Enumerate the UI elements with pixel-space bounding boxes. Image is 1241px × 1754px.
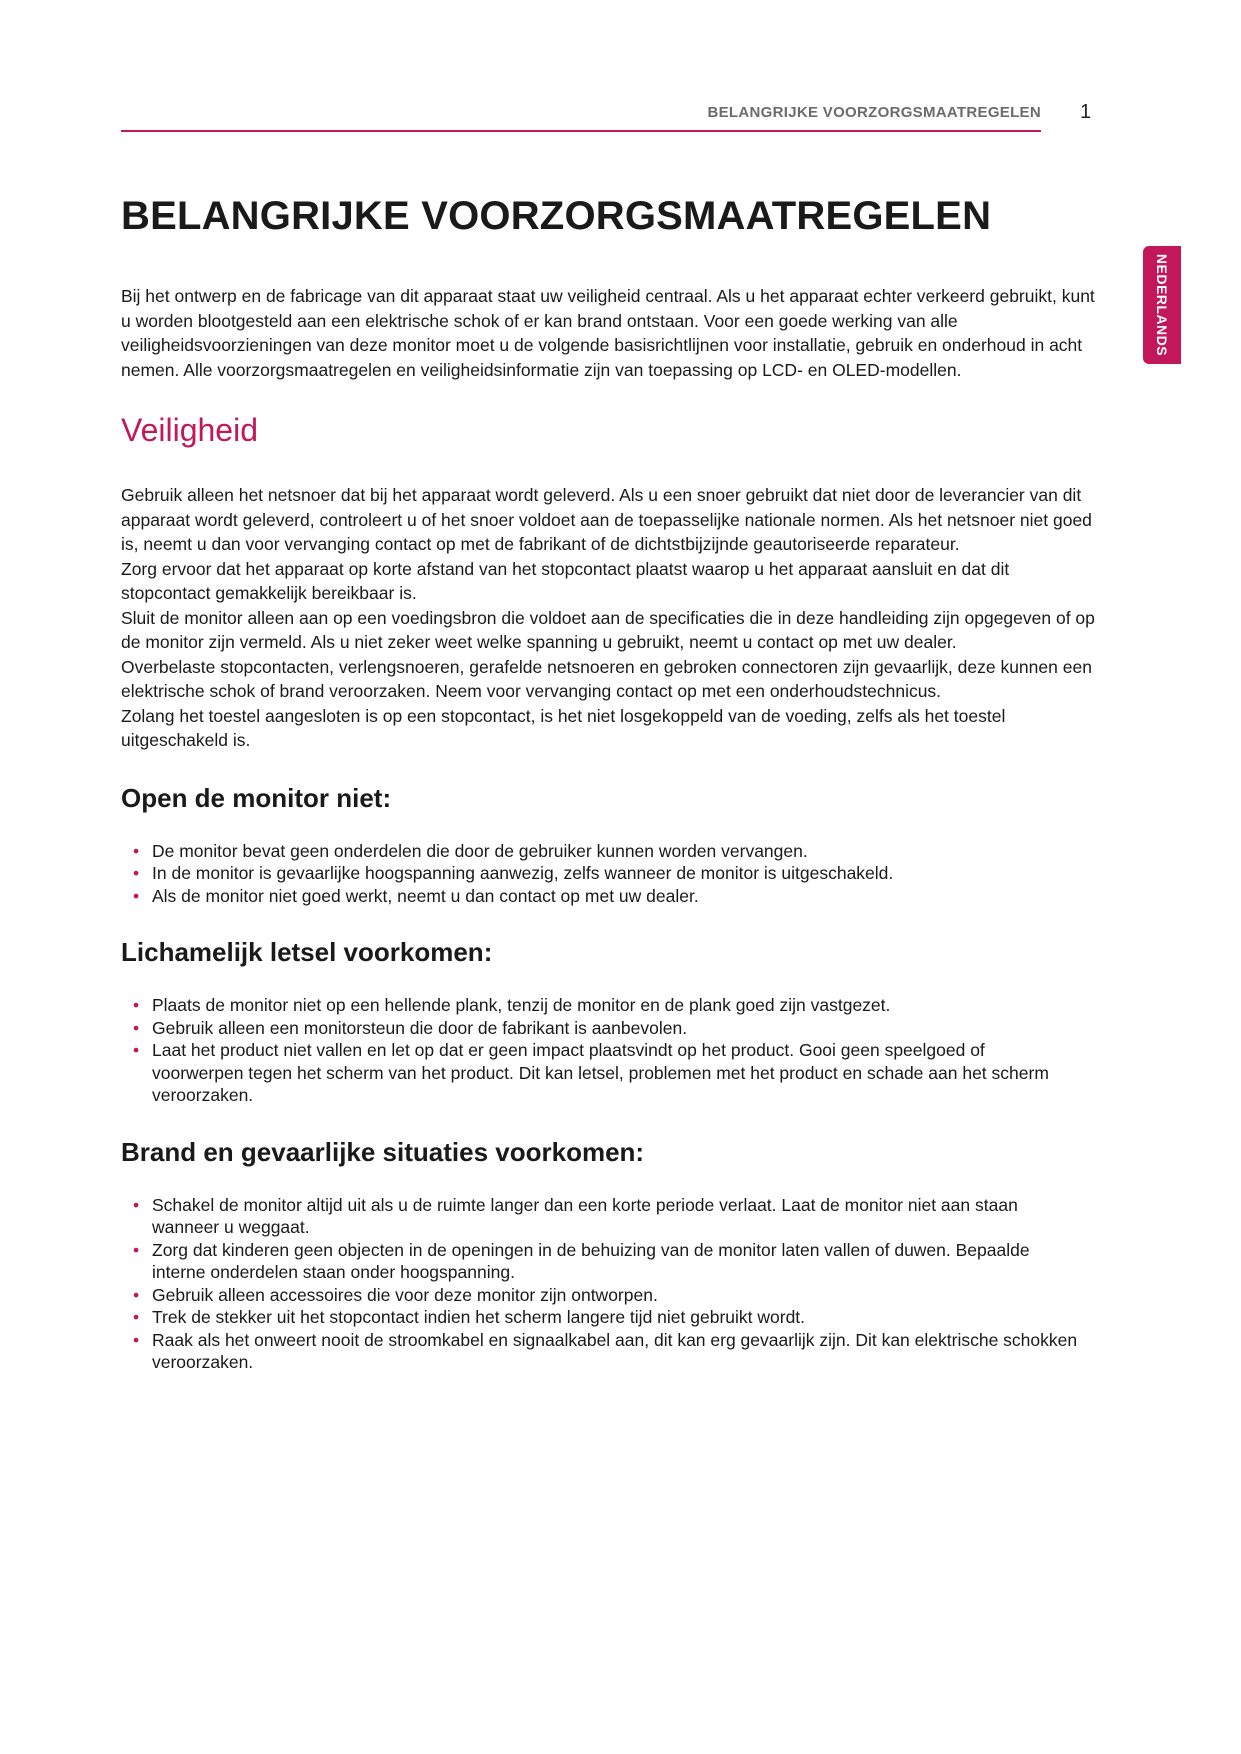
list-item-text: Gebruik alleen een monitorsteun die door de fabrikant is aanbevolen. — [152, 1017, 688, 1038]
bullet-icon: • — [133, 1017, 140, 1038]
list-item — [121, 1039, 1081, 1107]
bullet-icon: • — [133, 1307, 140, 1327]
bullet-icon: • — [133, 1040, 140, 1060]
safety-paragraph: Sluit de monitor alleen aan op een voedingsbron die voldoet aan de specificaties die in deze handleiding zijn opgegeven of op de monitor zijn vermeld. Als u niet zeker weet welke spanning u gebruikt, neemt u contact op met uw dealer. — [121, 607, 1095, 652]
list-item — [121, 1194, 1081, 1239]
list-item-text: De monitor bevat geen onderdelen die door de gebruiker kunnen worden vervangen. — [152, 840, 808, 861]
list-item-text: Zorg dat kinderen geen objecten in de openingen in de behuizing van de monitor laten vallen of duwen. Bepaalde interne onderdelen staan onder hoogspanning. — [152, 1239, 1030, 1282]
bullet-icon: • — [133, 1194, 140, 1215]
safety-paragraph: Overbelaste stopcontacten, verlengsnoeren, gerafelde netsnoeren en gebroken connectoren zijn gevaarlijk, deze kunnen een elektrische schok of brand veroorzaken. Neem voor vervanging contact op met een onderhoudstechnicus. — [121, 656, 1092, 701]
safety-paragraph: Gebruik alleen het netsnoer dat bij het apparaat wordt geleverd. Als u een snoer gebruikt dat niet door de leverancier van dit apparaat wordt geleverd, controleert u of het snoer voldoet aan de toepasselijke nationale normen. Als het netsnoer niet goed is, neemt u dan voor vervanging contact op met de fabrikant of de dichtstbijzijnde geautoriseerde reparateur. — [121, 485, 1092, 554]
page-title: BELANGRIJKE VOORZORGSMAATREGELEN — [121, 194, 992, 238]
bullet-icon: • — [133, 840, 140, 861]
list-item-text: Gebruik alleen accessoires die voor deze monitor zijn ontworpen. — [152, 1284, 658, 1305]
bullet-icon: • — [133, 1239, 140, 1260]
section-heading-open-monitor: Open de monitor niet: — [121, 782, 392, 813]
list-item-text: Schakel de monitor altijd uit als u de ruimte langer dan een korte periode verlaat. Laat de monitor niet aan staan wanneer u weggaat. — [152, 1194, 1018, 1237]
bullet-list-open-monitor — [121, 840, 1081, 908]
language-tab-label: NEDERLANDS — [1154, 253, 1170, 357]
bullet-icon: • — [133, 863, 140, 883]
list-item — [121, 1017, 1081, 1040]
page-content — [121, 194, 1101, 1374]
list-item — [121, 1239, 1081, 1284]
safety-heading: Veiligheid — [121, 412, 258, 448]
list-item — [121, 994, 1081, 1017]
language-tab — [1143, 246, 1181, 364]
bullet-list-injury — [121, 994, 1081, 1107]
section-heading-injury: Lichamelijk letsel voorkomen: — [121, 937, 493, 967]
list-item-text: Trek de stekker uit het stopcontact indien het scherm langere tijd niet gebruikt wordt. — [152, 1307, 806, 1327]
list-item-text: Laat het product niet vallen en let op dat er geen impact plaatsvindt op het product. Gooi geen speelgoed of voorwerpen tegen het scherm van het product. Dit kan letsel, problemen met het product en schade aan het scherm veroorzaken. — [152, 1040, 1049, 1105]
list-item — [121, 885, 1081, 908]
bullet-list-fire — [121, 1194, 1081, 1374]
list-item — [121, 1329, 1081, 1374]
list-item-text: In de monitor is gevaarlijke hoogspanning aanwezig, zelfs wanneer de monitor is uitgeschakeld. — [152, 863, 894, 883]
safety-paragraph: Zolang het toestel aangesloten is op een stopcontact, is het niet losgekoppeld van de voeding, zelfs als het toestel uitgeschakeld is. — [121, 705, 1006, 750]
bullet-icon: • — [133, 1329, 140, 1350]
safety-paragraph: Zorg ervoor dat het apparaat op korte afstand van het stopcontact plaatst waarop u het apparaat aansluit en dat dit stopcontact gemakkelijk bereikbaar is. — [121, 558, 1010, 603]
bullet-icon: • — [133, 995, 140, 1015]
list-item-text: Raak als het onweert nooit de stroomkabel en signaalkabel aan, dit kan erg gevaarlijk zijn. Dit kan elektrische schokken veroorzaken. — [152, 1329, 1078, 1372]
list-item — [121, 1284, 1081, 1307]
list-item — [121, 1306, 1081, 1329]
list-item-text: Plaats de monitor niet op een hellende plank, tenzij de monitor en de plank goed zijn vastgezet. — [152, 995, 891, 1015]
bullet-icon: • — [133, 1284, 140, 1305]
safety-paragraphs — [121, 483, 1096, 753]
intro-paragraph: Bij het ontwerp en de fabricage van dit apparaat staat uw veiligheid centraal. Als u het apparaat echter verkeerd gebruikt, kunt u worden blootgesteld aan een elektrische schok of er kan brand ontstaan. Voor een goede werking van alle veiligheidsvoorzieningen van deze monitor moet u de volgende basisrichtlijnen voor installatie, gebruik en onderhoud in acht nemen. Alle voorzorgsmaatregelen en veiligheidsinformatie zijn van toepassing op LCD- en OLED-modellen. — [121, 286, 1095, 380]
list-item — [121, 862, 1081, 885]
bullet-icon: • — [133, 885, 140, 906]
page-number: 1 — [1080, 101, 1092, 123]
list-item — [121, 840, 1081, 863]
running-header-title: BELANGRIJKE VOORZORGSMAATREGELEN — [707, 104, 1041, 121]
section-heading-fire: Brand en gevaarlijke situaties voorkomen: — [121, 1136, 645, 1167]
list-item-text: Als de monitor niet goed werkt, neemt u dan contact op met uw dealer. — [152, 885, 699, 906]
running-header — [121, 104, 1041, 132]
